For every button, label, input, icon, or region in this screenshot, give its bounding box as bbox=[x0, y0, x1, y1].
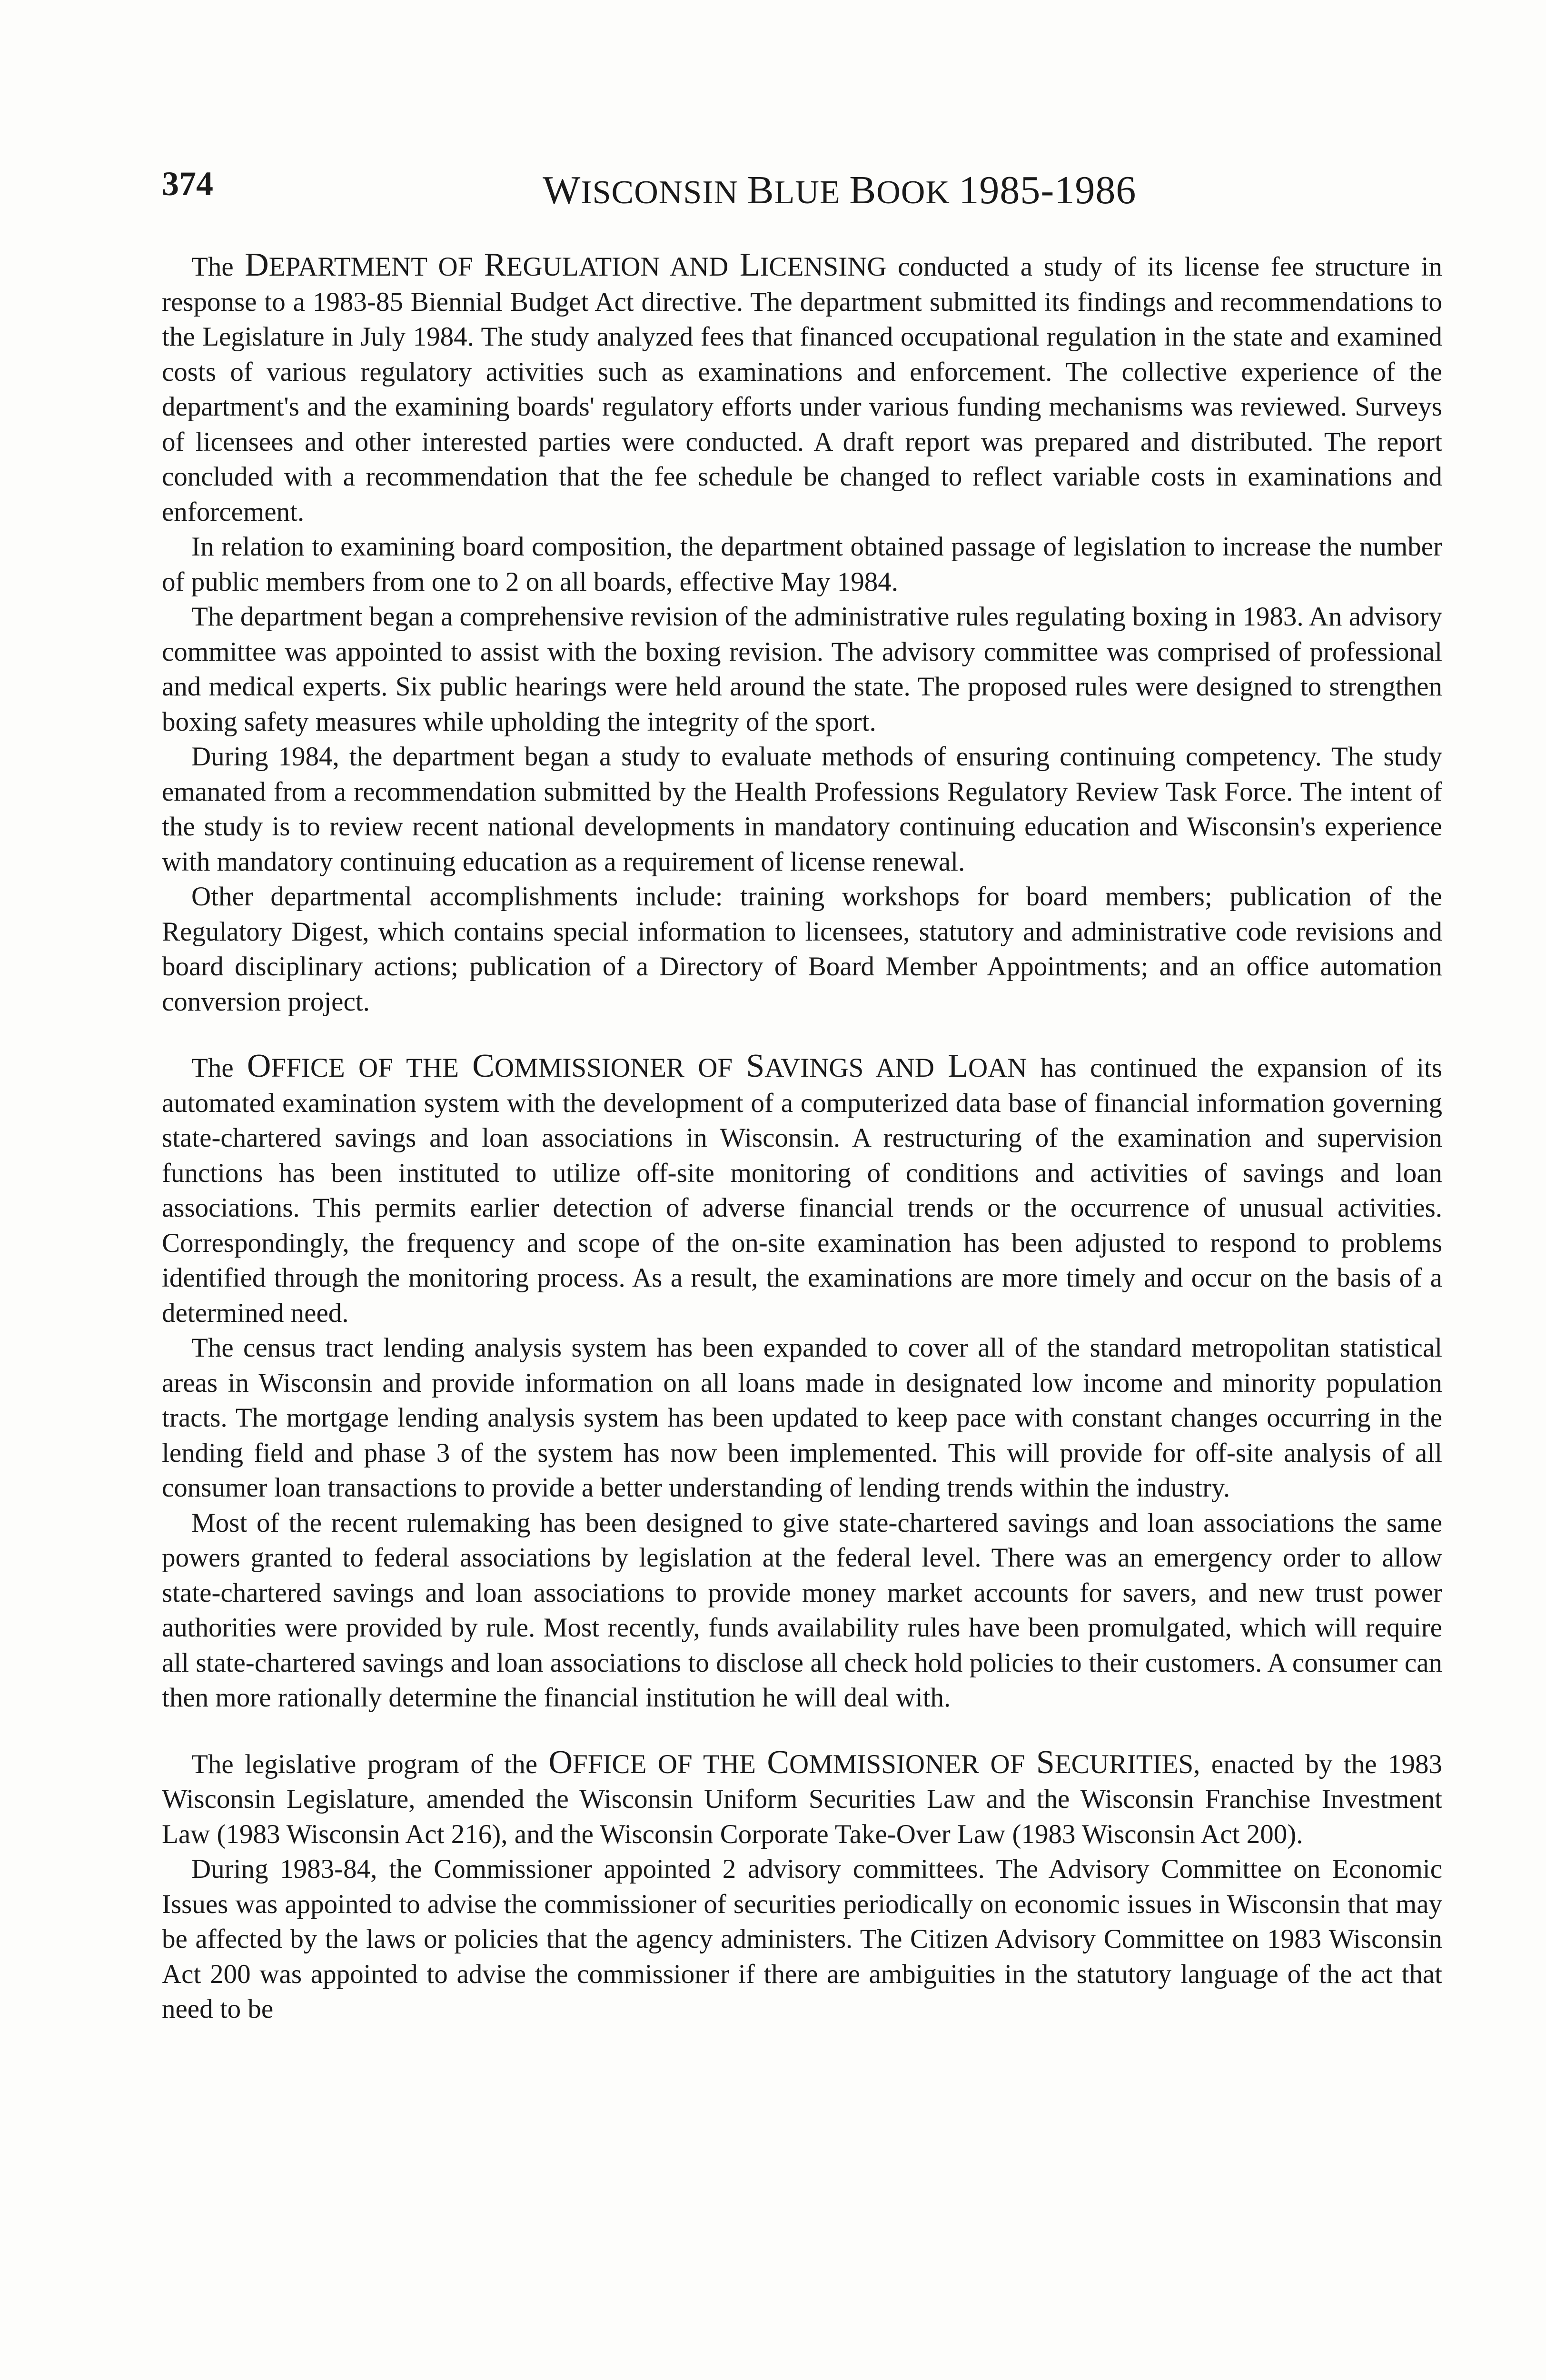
paragraph: During 1983-84, the Commissioner appointed 2 advisory committees. The Advisory Committee on Economic Issues was appointed to advise the commissioner of securities periodically on economic issues in Wisconsin that may be affected by the laws or policies that the agency administers. The Citizen Advisory Committee on 1983 Wisconsin Act 200 was appointed to advise the commissioner if there are ambiguities in the statutory language of the act that need to be bbox=[162, 1854, 1442, 2024]
running-title: WISCONSIN BLUE BOOK 1985-1986 bbox=[543, 168, 1137, 212]
agency-name: OFFICE OF THE COMMISSIONER OF SECURITIES bbox=[548, 1744, 1194, 1781]
article-body bbox=[162, 248, 1442, 2027]
agency-name: DEPARTMENT OF REGULATION AND LICENSING bbox=[245, 247, 887, 283]
page-number: 374 bbox=[162, 165, 213, 203]
paragraph: The census tract lending analysis system has been expanded to cover all of the standard metropolitan statistical areas in Wisconsin and provide information on all loans made in designated low income and minority population tracts. The mortgage lending analysis system has been updated to keep pace with constant changes occurring in the lending field and phase 3 of the system has now been implemented. This will provide for off-site analysis of all consumer loan transactions to provide a better understanding of lending trends within the industry. bbox=[162, 1333, 1442, 1503]
paragraph-regulation-licensing: The DEPARTMENT OF REGULATION AND LICENSING conducted a study of its license fee structure in response to a 1983-85 Biennial Budget Act directive. The department submitted its findings and recommendations to the Legislature in July 1984. The study analyzed fees that financed occupational regulation in the state and examined costs of various regulatory activities such as examinations and enforcement. The collective experience of the department's and the examining boards' regulatory efforts under various funding mechanisms was reviewed. Surveys of licensees and other interested parties were conducted. A draft report was prepared and distributed. The report concluded with a recommendation that the fee schedule be changed to reflect variable costs in examinations and enforcement. bbox=[162, 247, 1442, 527]
paragraph-securities: The legislative program of the OFFICE OF THE COMMISSIONER OF SECURITIES, enacted by the 1983 Wisconsin Legislature, amended the Wisconsin Uniform Securities Law and the Wisconsin Franchise Investment Law (1983 Wisconsin Act 216), and the Wisconsin Corporate Take-Over Law (1983 Wisconsin Act 200). bbox=[162, 1744, 1442, 1849]
paragraph: Most of the recent rulemaking has been designed to give state-chartered savings and loan associations the same powers granted to federal associations by legislation at the federal level. There was an emergency order to allow state-chartered savings and loan associations to provide money market accounts for savers, and new trust power authorities were provided by rule. Most recently, funds availability rules have been promulgated, which will require all state-chartered savings and loan associations to disclose all check hold policies to their customers. A consumer can then more rationally determine the financial institution he will deal with. bbox=[162, 1507, 1442, 1713]
paragraph: During 1984, the department began a study to evaluate methods of ensuring continuing competency. The study emanated from a recommendation submitted by the Health Professions Regulatory Review Task Force. The intent of the study is to review recent national developments in mandatory continuing education and Wisconsin's experience with mandatory continuing education as a requirement of license renewal. bbox=[162, 742, 1442, 877]
paragraph: Other departmental accomplishments include: training workshops for board members; publication of the Regulatory Digest, which contains special information to licensees, statutory and administrative code revisions and board disciplinary actions; publication of a Directory of Board Member Appointments; and an office automation conversion project. bbox=[162, 882, 1442, 1017]
agency-name: OFFICE OF THE COMMISSIONER OF SAVINGS AND LOAN bbox=[247, 1048, 1027, 1084]
paragraph: The department began a comprehensive revision of the administrative rules regulating boxing in 1983. An advisory committee was appointed to assist with the boxing revision. The advisory committee was comprised of professional and medical experts. Six public hearings were held around the state. The proposed rules were designed to strengthen boxing safety measures while upholding the integrity of the sport. bbox=[162, 602, 1442, 737]
paragraph-savings-and-loan: The OFFICE OF THE COMMISSIONER OF SAVINGS AND LOAN has continued the expansion of its automated examination system with the development of a computerized data base of financial information governing state-chartered savings and loan associations in Wisconsin. A restructuring of the examination and supervision functions has been instituted to utilize off-site monitoring of conditions and activities of savings and loan associations. This permits earlier detection of adverse financial trends or the occurrence of unusual activities. Correspondingly, the frequency and scope of the on-site examination has been adjusted to respond to problems identified through the monitoring process. As a result, the examinations are more timely and occur on the basis of a determined need. bbox=[162, 1048, 1442, 1328]
paragraph: In relation to examining board composition, the department obtained passage of legislation to increase the number of public members from one to 2 on all boards, effective May 1984. bbox=[162, 532, 1442, 597]
page-header bbox=[162, 164, 1441, 212]
